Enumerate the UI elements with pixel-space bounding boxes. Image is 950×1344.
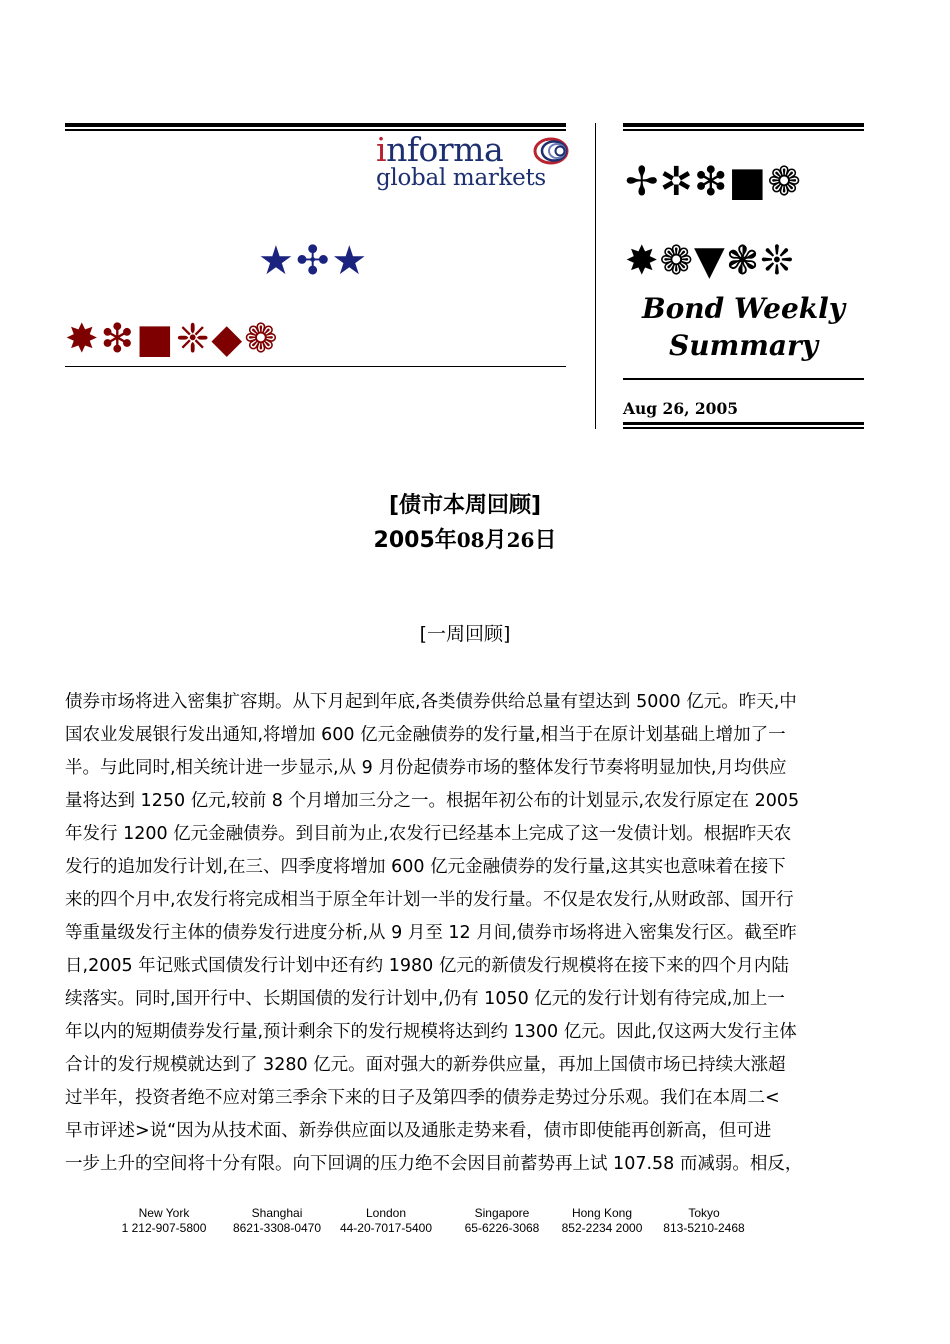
header-left-bottom-rule bbox=[65, 366, 566, 367]
body-line: 国农业发展银行发出通知,将增加 600 亿元金融债券的发行量,相当于在原计划基础上增加了一 bbox=[65, 725, 786, 745]
title-month-char: 月 bbox=[484, 528, 507, 553]
office-city: Hong Kong bbox=[571, 1206, 633, 1220]
section-heading: [一周回顾] bbox=[419, 623, 511, 645]
body-line: 早市评述>说“因为从技术面、新券供应面以及通胀走势来看，债市即使能再创新高，但可进 bbox=[65, 1121, 772, 1141]
office-phone: 44-20-7017-5400 bbox=[339, 1221, 433, 1235]
office-city: Shanghai bbox=[251, 1206, 303, 1220]
publication-title-line1: Bond Weekly bbox=[641, 292, 846, 325]
report-title: [债市本周回顾] bbox=[388, 493, 542, 518]
office-tokyo bbox=[656, 1206, 752, 1236]
body-line: 日,2005 年记账式国债发行计划中还有约 1980 亿元的新债发行规模将在接下来的四个月内陆 bbox=[65, 956, 789, 976]
black-dingbat-ornaments-row1: ✢✲❇■❁ bbox=[625, 159, 802, 205]
body-line: 年以内的短期债券发行量,预计剩余下的发行规模将达到约 1300 亿元。因此,仅这两大发行主体 bbox=[65, 1022, 797, 1042]
body-line: 年发行 1200 亿元金融债券。到目前为止,农发行已经基本上完成了这一发债计划。根据昨天农 bbox=[65, 824, 792, 844]
body-line: 半。与此同时,相关统计进一步显示,从 9 月份起债券市场的整体发行节奏将明显加快,月均供应 bbox=[65, 758, 787, 778]
body-line: 一步上升的空间将十分有限。向下回调的压力绝不会因目前蓄势再上试 107.58 而减弱。相反， bbox=[65, 1154, 803, 1174]
title-month: 08 bbox=[456, 528, 485, 552]
office-city: New York bbox=[138, 1206, 190, 1220]
publication-title-line2: Summary bbox=[669, 329, 818, 362]
office-phone: 65-6226-3068 bbox=[464, 1221, 540, 1235]
header-vertical-divider bbox=[595, 123, 596, 429]
body-line: 发行的追加发行计划,在三、四季度将增加 600 亿元金融债券的发行量,这其实也意味着在接下 bbox=[65, 857, 786, 877]
title-year-char: 年 bbox=[434, 528, 457, 553]
body-line: 债券市场将进入密集扩容期。从下月起到年底,各类债券供给总量有望达到 5000 亿元。昨天,中 bbox=[65, 692, 797, 712]
informa-logo bbox=[376, 130, 576, 193]
office-city: London bbox=[365, 1206, 407, 1220]
office-shanghai bbox=[222, 1206, 332, 1236]
article-body bbox=[65, 686, 870, 1181]
red-dingbat-ornaments: ✸❇■❈◆❁ bbox=[65, 316, 280, 362]
body-line: 量将达到 1250 亿元,较前 8 个月增加三分之一。根据年初公布的计划显示,农发行原定在 2005 bbox=[65, 791, 800, 811]
header-right-mid-rule bbox=[623, 378, 864, 380]
logo-letter-i: i bbox=[376, 130, 387, 169]
body-line: 过半年，投资者绝不应对第三季余下来的日子及第四季的债券走势过分乐观。我们在本周二< bbox=[65, 1088, 780, 1108]
office-city: Tokyo bbox=[688, 1206, 720, 1220]
report-date-title bbox=[0, 524, 930, 557]
logo-wordmark-global-markets: global markets bbox=[376, 165, 546, 191]
office-london bbox=[334, 1206, 438, 1236]
logo-swirl-icon bbox=[527, 136, 571, 166]
body-line: 来的四个月中,农发行将完成相当于原全年计划一半的发行量。不仅是农发行,从财政部、国开行 bbox=[65, 890, 794, 910]
office-singapore bbox=[452, 1206, 552, 1236]
office-city: Singapore bbox=[474, 1206, 530, 1220]
title-day-char: 日 bbox=[534, 528, 557, 553]
office-phone: 8621-3308-0470 bbox=[232, 1221, 322, 1235]
office-phone: 813-5210-2468 bbox=[663, 1221, 745, 1235]
logo-letters-nforma: nforma bbox=[386, 130, 504, 169]
publication-date: Aug 26, 2005 bbox=[623, 399, 739, 418]
blue-dingbat-ornaments: ★✣★ bbox=[258, 238, 370, 284]
body-line: 续落实。同时,国开行中、长期国债的发行计划中,仍有 1050 亿元的发行计划有待完成,加上一 bbox=[65, 989, 785, 1009]
body-line: 等重量级发行主体的债券发行进度分析,从 9 月至 12 月间,债券市场将进入密集发行区。截至昨 bbox=[65, 923, 797, 943]
publication-title bbox=[623, 290, 864, 364]
office-phone: 1 212-907-5800 bbox=[121, 1221, 207, 1235]
body-line: 合计的发行规模就达到了 3280 亿元。面对强大的新券供应量，再加上国债市场已持续大涨超 bbox=[65, 1055, 786, 1075]
office-new-york bbox=[110, 1206, 218, 1236]
header-right-top-double-rule bbox=[623, 123, 864, 131]
office-phone: 852-2234 2000 bbox=[561, 1221, 643, 1235]
office-hong-kong bbox=[550, 1206, 654, 1236]
logo-wordmark-informa bbox=[376, 130, 504, 169]
black-dingbat-ornaments-row2: ✸❁▼❃❊ bbox=[625, 238, 795, 284]
title-year: 2005 bbox=[373, 528, 435, 553]
header-right-bottom-double-rule bbox=[623, 422, 864, 429]
title-day: 26 bbox=[506, 528, 535, 552]
